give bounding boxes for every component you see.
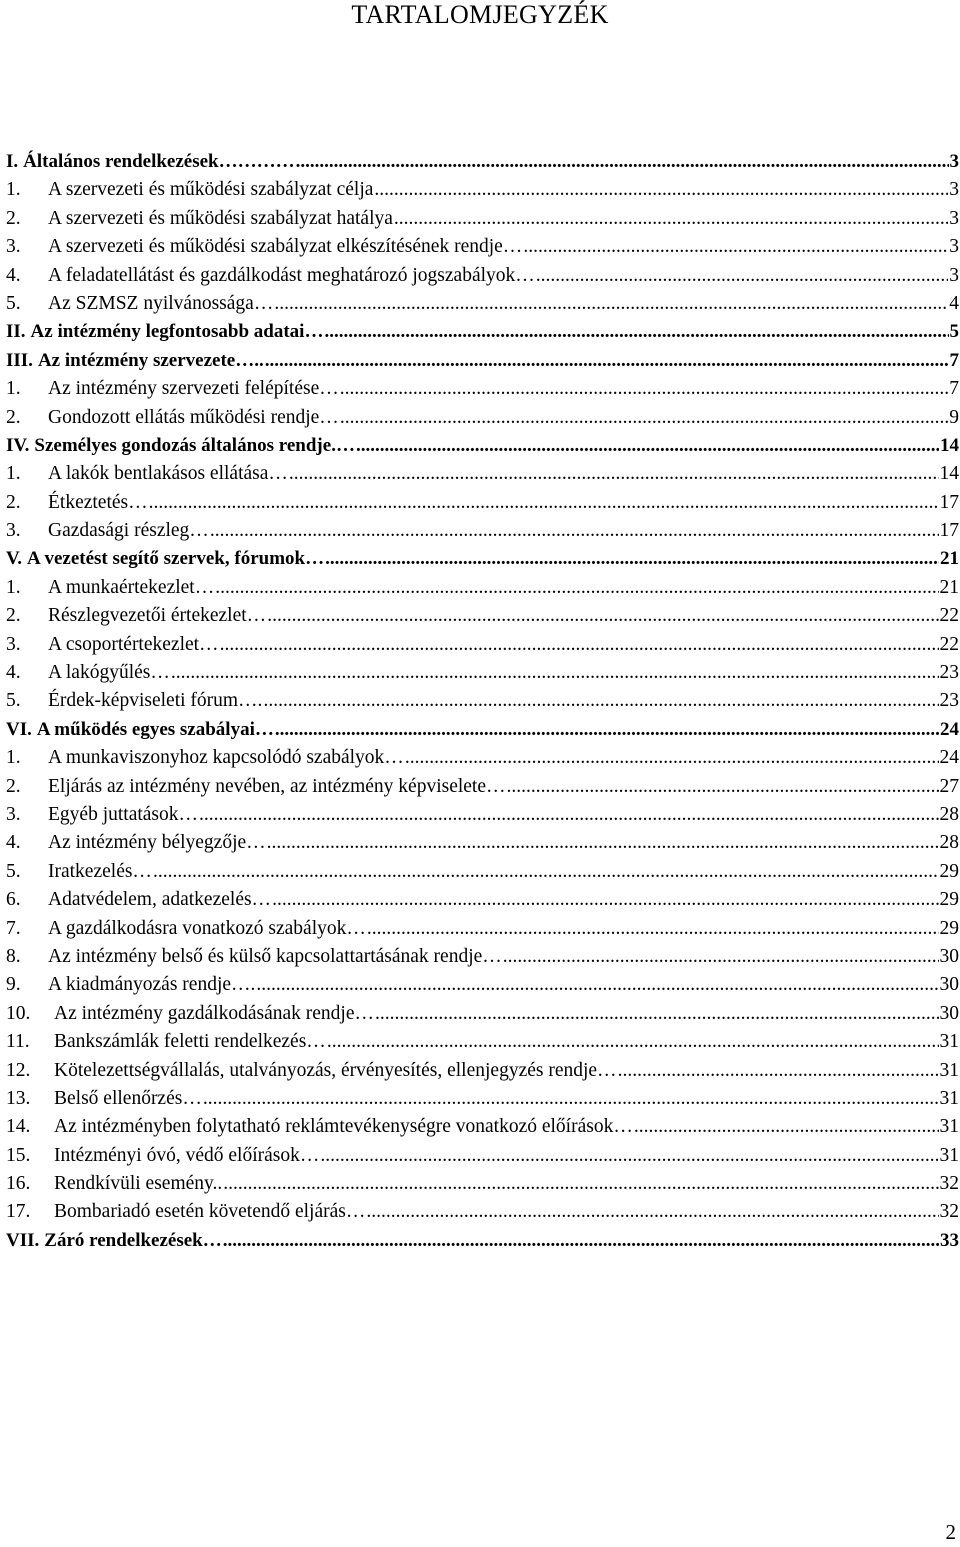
- toc-number: 4.: [6, 832, 21, 854]
- toc-entry[interactable]: [6, 971, 959, 999]
- toc-label: Gazdasági részleg…: [48, 520, 209, 542]
- toc-number: 7.: [6, 917, 21, 939]
- toc-entry[interactable]: [6, 773, 959, 801]
- dot-leader: [523, 233, 948, 261]
- toc-number: 13.: [6, 1087, 31, 1109]
- dot-leader: [220, 631, 939, 659]
- toc-page-number: 7: [949, 378, 959, 400]
- dot-leader: [265, 347, 949, 375]
- toc-entry[interactable]: [6, 829, 959, 857]
- dot-leader: [272, 886, 938, 914]
- toc-number: 15.: [6, 1144, 31, 1166]
- dot-leader: [210, 517, 939, 545]
- toc-page-number: 3: [949, 264, 959, 286]
- toc-number: 8.: [6, 945, 21, 967]
- toc-number: 12.: [6, 1059, 31, 1081]
- toc-number: 2.: [6, 406, 21, 428]
- toc-label: A kiadmányozás rendje….: [48, 974, 256, 996]
- toc-number: 5.: [6, 860, 21, 882]
- dot-leader: [325, 545, 939, 573]
- toc-page-number: 7: [949, 349, 959, 371]
- toc-page-number: 3: [949, 179, 959, 201]
- toc-entry[interactable]: [6, 1057, 959, 1085]
- toc-entry[interactable]: [6, 375, 959, 403]
- toc-page-number: 22: [939, 605, 959, 627]
- toc-label: Belső ellenőrzés…: [54, 1087, 202, 1109]
- toc-page-number: 29: [939, 860, 959, 882]
- toc-page-number: 31: [939, 1031, 959, 1053]
- toc-page-number: 24: [939, 747, 959, 769]
- toc-label: A lakók bentlakásos ellátása…: [48, 463, 288, 485]
- dot-leader: [267, 829, 939, 857]
- toc-page-number: 29: [939, 917, 959, 939]
- toc-number: 9.: [6, 974, 21, 996]
- toc-page-number: 21: [940, 548, 959, 570]
- toc-page-number: 4: [949, 292, 959, 314]
- toc-page-number: 23: [939, 662, 959, 684]
- dot-leader: [256, 971, 938, 999]
- toc-label: Intézményi óvó, védő előírások…: [54, 1144, 320, 1166]
- toc-label: Kötelezettségvállalás, utalványozás, érvényesítés, ellenjegyzés rendje…: [54, 1059, 617, 1081]
- toc-page-number: 32: [939, 1173, 959, 1195]
- dot-leader: [223, 1227, 939, 1255]
- toc-number: 1.: [6, 576, 21, 598]
- toc-entry[interactable]: [6, 574, 959, 602]
- dot-leader: [223, 1170, 938, 1198]
- toc-label: Rendkívüli esemény..: [54, 1173, 223, 1195]
- dot-leader: [171, 659, 939, 687]
- toc-page-number: 29: [939, 889, 959, 911]
- toc-page-number: 3: [949, 151, 959, 172]
- table-of-contents: [6, 148, 959, 1255]
- toc-page-number: 23: [939, 690, 959, 712]
- dot-leader: [320, 1142, 938, 1170]
- dot-leader: [263, 687, 938, 715]
- toc-number: 14.: [6, 1116, 31, 1138]
- toc-number: 2.: [6, 605, 21, 627]
- toc-number: 16.: [6, 1173, 31, 1195]
- toc-entry[interactable]: [6, 631, 959, 659]
- toc-entry[interactable]: [6, 858, 959, 886]
- toc-number: 1.: [6, 378, 21, 400]
- toc-number: 2.: [6, 207, 21, 229]
- toc-number: IV.: [6, 434, 30, 456]
- dot-leader: [274, 290, 948, 318]
- toc-page-number: 31: [939, 1087, 959, 1109]
- toc-label: Az intézmény szervezete…..: [37, 349, 264, 371]
- toc-number: 5.: [6, 690, 21, 712]
- dot-leader: [289, 460, 939, 488]
- toc-section-heading[interactable]: [6, 1227, 959, 1255]
- toc-entry[interactable]: [6, 801, 959, 829]
- toc-entry[interactable]: [6, 176, 959, 204]
- toc-page-number: 17: [939, 520, 959, 542]
- toc-number: 2.: [6, 491, 21, 513]
- toc-page-number: 9: [949, 406, 959, 428]
- dot-leader: [153, 858, 939, 886]
- toc-entry[interactable]: [6, 1085, 959, 1113]
- toc-page-number: 30: [939, 1002, 959, 1024]
- dot-leader: [375, 1000, 939, 1028]
- dot-leader: [634, 1113, 939, 1141]
- toc-section-heading[interactable]: [6, 347, 959, 375]
- toc-number: 1.: [6, 747, 21, 769]
- toc-number: 10.: [6, 1002, 31, 1024]
- toc-number: 17.: [6, 1201, 31, 1223]
- toc-label: Étkeztetés…: [48, 491, 148, 513]
- toc-entry[interactable]: [6, 886, 959, 914]
- toc-entry[interactable]: [6, 460, 959, 488]
- toc-label: Bombariadó esetén követendő eljárás…: [54, 1201, 366, 1223]
- toc-number: 11.: [6, 1031, 30, 1053]
- toc-entry[interactable]: [6, 687, 959, 715]
- toc-number: II.: [6, 321, 26, 343]
- toc-entry[interactable]: [6, 744, 959, 772]
- toc-label: A csoportértekezlet…: [48, 633, 219, 655]
- toc-label: Eljárás az intézmény nevében, az intézmény képviselete…: [48, 775, 506, 797]
- toc-entry[interactable]: [6, 489, 959, 517]
- toc-page-number: 24: [940, 718, 959, 740]
- toc-label: Gondozott ellátás működési rendje…: [48, 406, 339, 428]
- dot-leader: [536, 262, 948, 290]
- toc-page-number: 22: [939, 633, 959, 655]
- toc-page-number: 17: [939, 491, 959, 513]
- dot-leader: [296, 148, 949, 176]
- toc-number: 4.: [6, 662, 21, 684]
- toc-entry[interactable]: [6, 404, 959, 432]
- toc-label: A működés egyes szabályai…: [36, 718, 274, 740]
- dot-leader: [340, 375, 949, 403]
- toc-label: Az intézményben folytatható reklámtevékenységre vonatkozó előírások…: [54, 1116, 633, 1138]
- toc-entry[interactable]: [6, 205, 959, 233]
- toc-entry[interactable]: [6, 517, 959, 545]
- dot-leader: [356, 432, 939, 460]
- toc-page-number: 3: [949, 207, 959, 229]
- toc-label: Az SZMSZ nyilvánossága…: [48, 292, 274, 314]
- toc-page-number: 33: [940, 1229, 959, 1251]
- toc-label: A munkaviszonyhoz kapcsolódó szabályok…: [48, 747, 404, 769]
- toc-section-heading[interactable]: [6, 716, 959, 744]
- toc-entry[interactable]: [6, 1000, 959, 1028]
- toc-entry[interactable]: [6, 659, 959, 687]
- toc-page-number: 3: [949, 236, 959, 258]
- toc-number: VII.: [6, 1229, 40, 1251]
- toc-page-number: 31: [939, 1116, 959, 1138]
- toc-page-number: 31: [939, 1059, 959, 1081]
- dot-leader: [149, 489, 939, 517]
- toc-page-number: 30: [939, 974, 959, 996]
- toc-section-heading[interactable]: [6, 432, 959, 460]
- toc-number: 6.: [6, 889, 21, 911]
- toc-page-number: 27: [939, 775, 959, 797]
- toc-number: V.: [6, 548, 23, 570]
- toc-page-number: 5: [949, 321, 959, 343]
- toc-entry[interactable]: [6, 1170, 959, 1198]
- toc-label: Általános rendelkezések…………: [23, 151, 295, 172]
- page-title: TARTALOMJEGYZÉK: [351, 0, 609, 29]
- dot-leader: [199, 801, 938, 829]
- toc-label: Az intézmény belső és külső kapcsolattartásának rendje…: [48, 945, 502, 967]
- dot-leader: [340, 404, 948, 432]
- toc-entry[interactable]: [6, 290, 959, 318]
- toc-entry[interactable]: [6, 1198, 959, 1226]
- toc-page-number: 14: [940, 434, 959, 456]
- dot-leader: [203, 1085, 939, 1113]
- toc-label: Záró rendelkezések…: [44, 1229, 222, 1251]
- toc-entry[interactable]: [6, 233, 959, 261]
- toc-page-number: 28: [939, 803, 959, 825]
- toc-label: Az intézmény szervezeti felépítése…: [48, 378, 339, 400]
- toc-number: I.: [6, 151, 19, 172]
- dot-leader: [503, 943, 939, 971]
- toc-number: 4.: [6, 264, 21, 286]
- toc-number: VI.: [6, 718, 32, 740]
- toc-page-number: 14: [939, 463, 959, 485]
- toc-label: Részlegvezetői értekezlet…: [48, 605, 267, 627]
- toc-section-heading[interactable]: [6, 148, 959, 176]
- toc-entry[interactable]: [6, 943, 959, 971]
- dot-leader: [215, 574, 938, 602]
- dot-leader: [405, 744, 939, 772]
- toc-page-number: 32: [939, 1201, 959, 1223]
- toc-label: Egyéb juttatások…: [48, 803, 199, 825]
- toc-page-number: 31: [939, 1144, 959, 1166]
- dot-leader: [618, 1057, 939, 1085]
- toc-number: 1.: [6, 463, 21, 485]
- toc-number: 2.: [6, 775, 21, 797]
- toc-entry[interactable]: [6, 1113, 959, 1141]
- toc-label: Bankszámlák feletti rendelkezés…: [54, 1031, 326, 1053]
- toc-label: A szervezeti és működési szabályzat célja: [48, 179, 374, 201]
- toc-label: A munkaértekezlet…: [48, 576, 215, 598]
- dot-leader: [366, 1198, 938, 1226]
- toc-label: Az intézmény gazdálkodásának rendje…: [54, 1002, 374, 1024]
- toc-label: A lakógyűlés…: [48, 662, 170, 684]
- toc-section-heading[interactable]: [6, 545, 959, 573]
- toc-label: A szervezeti és működési szabályzat elkészítésének rendje…: [48, 236, 523, 258]
- dot-leader: [367, 915, 939, 943]
- toc-page-number: 21: [939, 576, 959, 598]
- toc-page-number: 30: [939, 945, 959, 967]
- toc-entry[interactable]: [6, 602, 959, 630]
- dot-leader: [374, 176, 948, 204]
- page-number: 2: [945, 1520, 956, 1544]
- toc-label: Személyes gondozás általános rendje.…: [34, 434, 355, 456]
- toc-label: Érdek-képviseleti fórum….: [48, 690, 263, 712]
- dot-leader: [327, 1028, 939, 1056]
- toc-label: Az intézmény legfontosabb adatai…: [30, 321, 324, 343]
- toc-page-number: 28: [939, 832, 959, 854]
- toc-number: 3.: [6, 633, 21, 655]
- toc-number: 3.: [6, 236, 21, 258]
- toc-label: Iratkezelés…: [48, 860, 152, 882]
- dot-leader: [267, 602, 938, 630]
- toc-label: Adatvédelem, adatkezelés…: [48, 889, 272, 911]
- toc-number: 1.: [6, 179, 21, 201]
- toc-number: 3.: [6, 803, 21, 825]
- toc-entry[interactable]: [6, 262, 959, 290]
- dot-leader: [324, 318, 948, 346]
- toc-entry[interactable]: [6, 1028, 959, 1056]
- dot-leader: [275, 716, 939, 744]
- toc-label: A vezetést segítő szervek, fórumok…: [27, 548, 325, 570]
- toc-section-heading[interactable]: [6, 318, 959, 346]
- toc-number: III.: [6, 349, 33, 371]
- dot-leader: [394, 205, 948, 233]
- toc-entry[interactable]: [6, 1142, 959, 1170]
- toc-label: A gazdálkodásra vonatkozó szabályok…: [48, 917, 366, 939]
- toc-label: Az intézmény bélyegzője…: [48, 832, 266, 854]
- toc-label: A szervezeti és működési szabályzat hatálya: [48, 207, 393, 229]
- toc-entry[interactable]: [6, 915, 959, 943]
- toc-number: 5.: [6, 292, 21, 314]
- toc-label: A feladatellátást és gazdálkodást meghatározó jogszabályok…: [48, 264, 535, 286]
- toc-number: 3.: [6, 520, 21, 542]
- dot-leader: [507, 773, 939, 801]
